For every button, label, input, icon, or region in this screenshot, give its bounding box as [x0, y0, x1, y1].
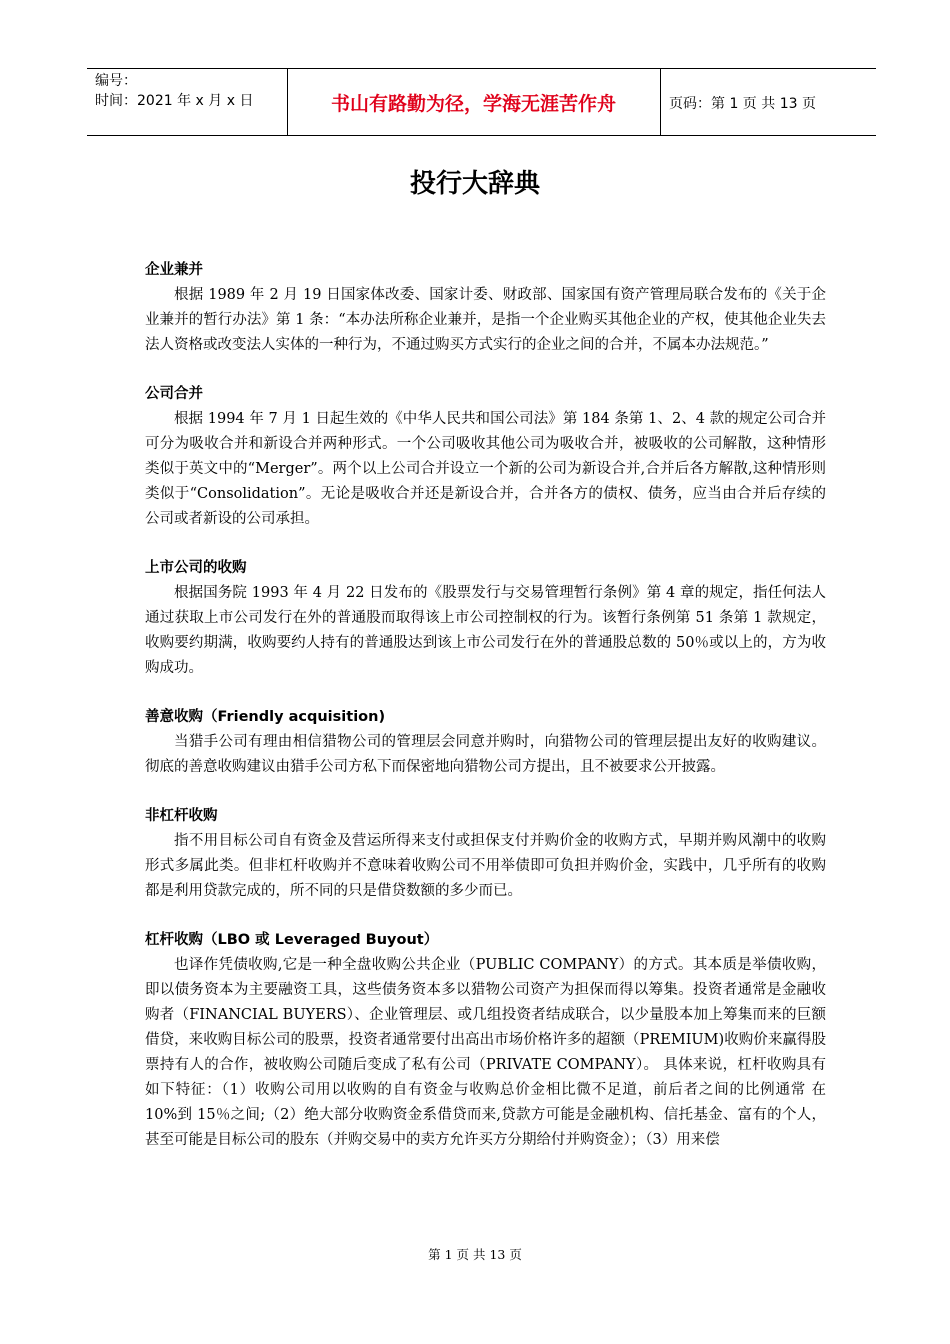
entry-definition: 根据 1994 年 7 月 1 日起生效的《中华人民共和国公司法》第 184 条第 1、2、4 款的规定公司合并可分为吸收合并和新设合并两种形式。一个公司吸收其他公司为吸收合并，被吸收的公司解散，这种情形类似于英文中的“Merger”。两个以上公司合并设立一个新的公司为新设合并,合并后各方解散,这种情形则类似于“Consolidation”。无论是吸收合并还是新设合并，合并各方的债权、债务，应当由合并后存续的公司或者新设的公司承担。	[145, 411, 826, 527]
entry-term: 非杠杆收购	[145, 808, 218, 824]
glossary-entry	[145, 928, 826, 1153]
glossary-entry	[145, 382, 826, 532]
document-body	[145, 258, 826, 1177]
header-page-info: 页码：第 1 页 共 13 页	[669, 95, 816, 112]
page-header	[87, 68, 876, 136]
glossary-entry	[145, 705, 826, 780]
entry-definition: 根据 1989 年 2 月 19 日国家体改委、国家计委、财政部、国家国有资产管理局联合发布的《关于企业兼并的暂行办法》第 1 条：“本办法所称企业兼并，是指一个企业购买其他企业的产权，使其他企业失去法人资格或改变法人实体的一种行为，不通过购买方式实行的企业之间的合并，不属本办法规范。”	[145, 287, 826, 353]
entry-definition: 当猎手公司有理由相信猎物公司的管理层会同意并购时，向猎物公司的管理层提出友好的收购建议。彻底的善意收购建议由猎手公司方私下而保密地向猎物公司方提出，且不被要求公开披露。	[145, 734, 826, 775]
entry-definition: 根据国务院 1993 年 4 月 22 日发布的《股票发行与交易管理暂行条例》第 4 章的规定，指任何法人通过获取上市公司发行在外的普通股而取得该上市公司控制权的行为。该暂行条例第 51 条第 1 款规定，收购要约期满，收购要约人持有的普通股达到该上市公司发行在外的普通股总数的 50％或以上的，方为收购成功。	[145, 585, 826, 676]
page-footer: 第 1 页 共 13 页	[428, 1247, 522, 1262]
entry-term: 善意收购（Friendly acquisition)	[145, 709, 386, 725]
entry-term: 杠杆收购（LBO 或 Leveraged Buyout）	[145, 932, 439, 948]
glossary-entry	[145, 556, 826, 681]
glossary-entry	[145, 258, 826, 358]
document-title: 投行大辞典	[409, 169, 540, 199]
document-number-label: 编号：	[95, 73, 137, 89]
header-divider	[660, 69, 661, 136]
entry-definition: 指不用目标公司自有资金及营运所得来支付或担保支付并购价金的收购方式，早期并购风潮中的收购形式多属此类。但非杠杆收购并不意味着收购公司不用举债即可负担并购价金，实践中，几乎所有的收购都是利用贷款完成的，所不同的只是借贷数额的多少而已。	[145, 833, 826, 899]
document-date: 时间：2021 年 x 月 x 日	[95, 93, 254, 109]
header-meta	[95, 71, 253, 111]
entry-term: 上市公司的收购	[145, 560, 247, 576]
entry-term: 企业兼并	[145, 262, 203, 278]
header-motto: 书山有路勤为径，学海无涯苦作舟	[330, 93, 616, 115]
glossary-entry	[145, 804, 826, 904]
entry-definition: 也译作凭债收购,它是一种全盘收购公共企业（PUBLIC COMPANY）的方式。其本质是举债收购，即以债务资本为主要融资工具，这些债务资本多以猎物公司资产为担保而得以筹集。投资者通常是金融收购者（FINANCIAL BUYERS）、企业管理层、或几组投资者结成联合，以少量股本加上筹集而来的巨额借贷，来收购目标公司的股票，投资者通常要付出高出市场价格许多的超额（PREMIUM)收购价来赢得股票持有人的合作，被收购公司随后变成了私有公司（PRIVATE COMPANY）。 具体来说，杠杆收购具有如下特征：（1）收购公司用以收购的自有资金与收购总价金相比微不足道，前后者之间的比例通常 在 10%到 15％之间;（2）绝大部分收购资金系借贷而来,贷款方可能是金融机构、信托基金、富有的个人，甚至可能是目标公司的股东（并购交易中的卖方允许买方分期给付并购资金）；（3）用来偿	[145, 957, 826, 1148]
entry-term: 公司合并	[145, 386, 203, 402]
